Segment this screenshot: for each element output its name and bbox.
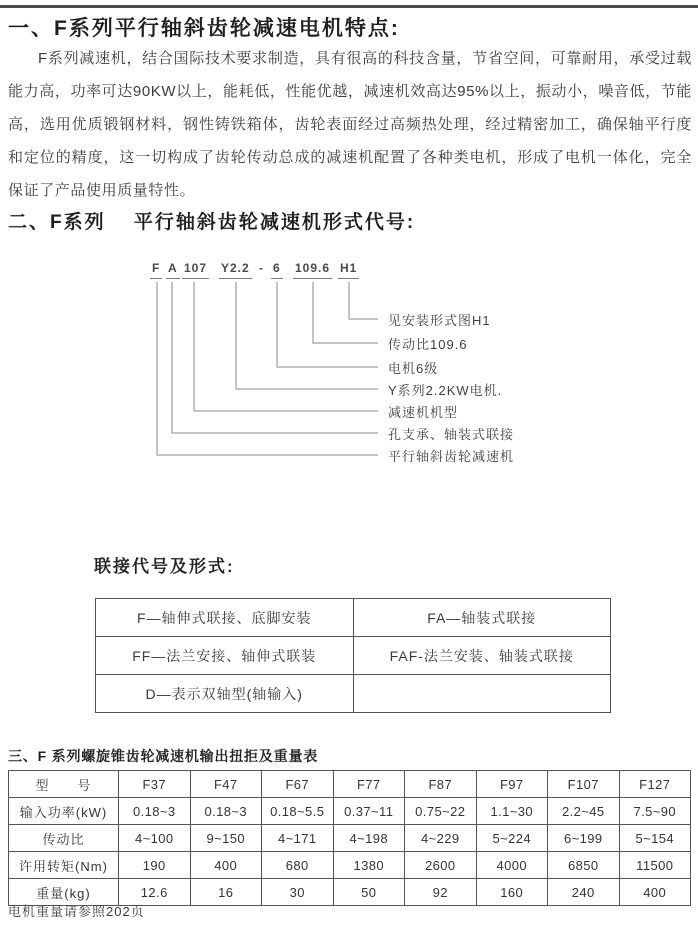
code-segment: 6 — [271, 261, 283, 279]
spec-column-header: F87 — [405, 771, 477, 798]
spec-row-header: 许用转矩(Nm) — [9, 852, 119, 879]
section1-heading: 一、F系列平行轴斜齿轮减速电机特点: — [8, 17, 400, 40]
spec-cell: 0.18~3 — [119, 798, 191, 825]
code-segment: 107 — [182, 261, 209, 279]
spec-cell: 6~199 — [548, 825, 620, 852]
spec-cell: 190 — [119, 852, 191, 879]
spec-cell: 400 — [190, 852, 262, 879]
table-row — [96, 675, 611, 713]
table-row — [96, 637, 611, 675]
code-segment-dash: - — [259, 261, 264, 275]
spec-column-header: F107 — [548, 771, 620, 798]
spec-table — [8, 770, 691, 906]
connection-heading: 联接代号及形式: — [94, 557, 235, 576]
connection-cell — [353, 675, 611, 713]
code-segment: H1 — [338, 261, 359, 279]
connection-cell: FAF-法兰安装、轴装式联接 — [353, 637, 611, 675]
code-segment-label: 传动比109.6 — [388, 337, 468, 352]
code-segment-label: 孔支承、轴装式联接 — [388, 427, 515, 442]
diagram-connector-lines — [0, 255, 698, 470]
code-segment: Y2.2 — [219, 261, 252, 279]
top-divider — [0, 5, 698, 8]
spec-cell: 0.75~22 — [405, 798, 477, 825]
connection-cell: D—表示双轴型(轴输入) — [96, 675, 354, 713]
spec-cell: 12.6 — [119, 879, 191, 906]
code-segment: F — [150, 261, 162, 279]
spec-column-header: F97 — [476, 771, 548, 798]
spec-cell: 50 — [333, 879, 405, 906]
spec-cell: 1380 — [333, 852, 405, 879]
connection-cell: F—轴伸式联接、底脚安装 — [96, 599, 354, 637]
spec-cell: 6850 — [548, 852, 620, 879]
spec-cell: 0.37~11 — [333, 798, 405, 825]
spec-column-header: F47 — [190, 771, 262, 798]
spec-column-header: 型 号 — [9, 771, 119, 798]
spec-footnote: 电机重量请参照202页 — [8, 904, 145, 919]
spec-cell: 4~100 — [119, 825, 191, 852]
spec-column-header: F37 — [119, 771, 191, 798]
code-segment: 109.6 — [293, 261, 332, 279]
table-row — [9, 852, 691, 879]
spec-cell: 9~150 — [190, 825, 262, 852]
spec-row-header: 传动比 — [9, 825, 119, 852]
spec-cell: 4~198 — [333, 825, 405, 852]
table-row — [96, 599, 611, 637]
spec-cell: 0.18~5.5 — [262, 798, 334, 825]
spec-cell: 4~171 — [262, 825, 334, 852]
spec-cell: 16 — [190, 879, 262, 906]
model-code-diagram — [0, 255, 698, 470]
spec-row-header: 重量(kg) — [9, 879, 119, 906]
spec-cell: 4~229 — [405, 825, 477, 852]
spec-row-header: 输入功率(kW) — [9, 798, 119, 825]
spec-cell: 7.5~90 — [619, 798, 691, 825]
code-segment-label: Y系列2.2KW电机. — [388, 383, 503, 398]
table-row — [9, 825, 691, 852]
spec-cell: 2.2~45 — [548, 798, 620, 825]
spec-cell: 160 — [476, 879, 548, 906]
spec-column-header: F127 — [619, 771, 691, 798]
code-segment-label: 平行轴斜齿轮减速机 — [388, 449, 515, 464]
spec-cell: 240 — [548, 879, 620, 906]
table-row — [9, 771, 691, 798]
spec-cell: 2600 — [405, 852, 477, 879]
spec-cell: 0.18~3 — [190, 798, 262, 825]
spec-cell: 30 — [262, 879, 334, 906]
connection-table — [95, 598, 611, 713]
section3-heading: 三、F 系列螺旋锥齿轮减速机输出扭拒及重量表 — [8, 748, 319, 764]
spec-cell: 5~224 — [476, 825, 548, 852]
spec-column-header: F77 — [333, 771, 405, 798]
section1-paragraph: F系列减速机，结合国际技术要求制造，具有很高的科技含量，节省空间，可靠耐用，承受过载能力高，功率可达90KW以上，能耗低，性能优越，减速机效高达95%以上，振动小，噪音低，节能高，选用优质锻钢材料，钢性铸铁箱体，齿轮表面经过高频热处理，经过精密加工，确保轴平行度和定位的精度，这一切构成了齿轮传动总成的减速机配置了各种类电机，形成了电机一体化，完全保证了产品使用质量特性。 — [8, 50, 692, 199]
code-segment-label: 见安装形式图H1 — [388, 313, 491, 328]
spec-cell: 4000 — [476, 852, 548, 879]
connection-cell: FA—轴装式联接 — [353, 599, 611, 637]
spec-column-header: F67 — [262, 771, 334, 798]
spec-cell: 1.1~30 — [476, 798, 548, 825]
spec-cell: 11500 — [619, 852, 691, 879]
connection-cell: FF—法兰安接、轴伸式联装 — [96, 637, 354, 675]
section2-heading: 二、F系列 平行轴斜齿轮减速机形式代号: — [8, 212, 416, 233]
spec-cell: 400 — [619, 879, 691, 906]
code-segment-label: 减速机机型 — [388, 405, 459, 420]
code-segment-label: 电机6级 — [388, 361, 439, 376]
code-segment: A — [166, 261, 180, 279]
table-row — [9, 798, 691, 825]
spec-cell: 680 — [262, 852, 334, 879]
spec-cell: 5~154 — [619, 825, 691, 852]
spec-cell: 92 — [405, 879, 477, 906]
